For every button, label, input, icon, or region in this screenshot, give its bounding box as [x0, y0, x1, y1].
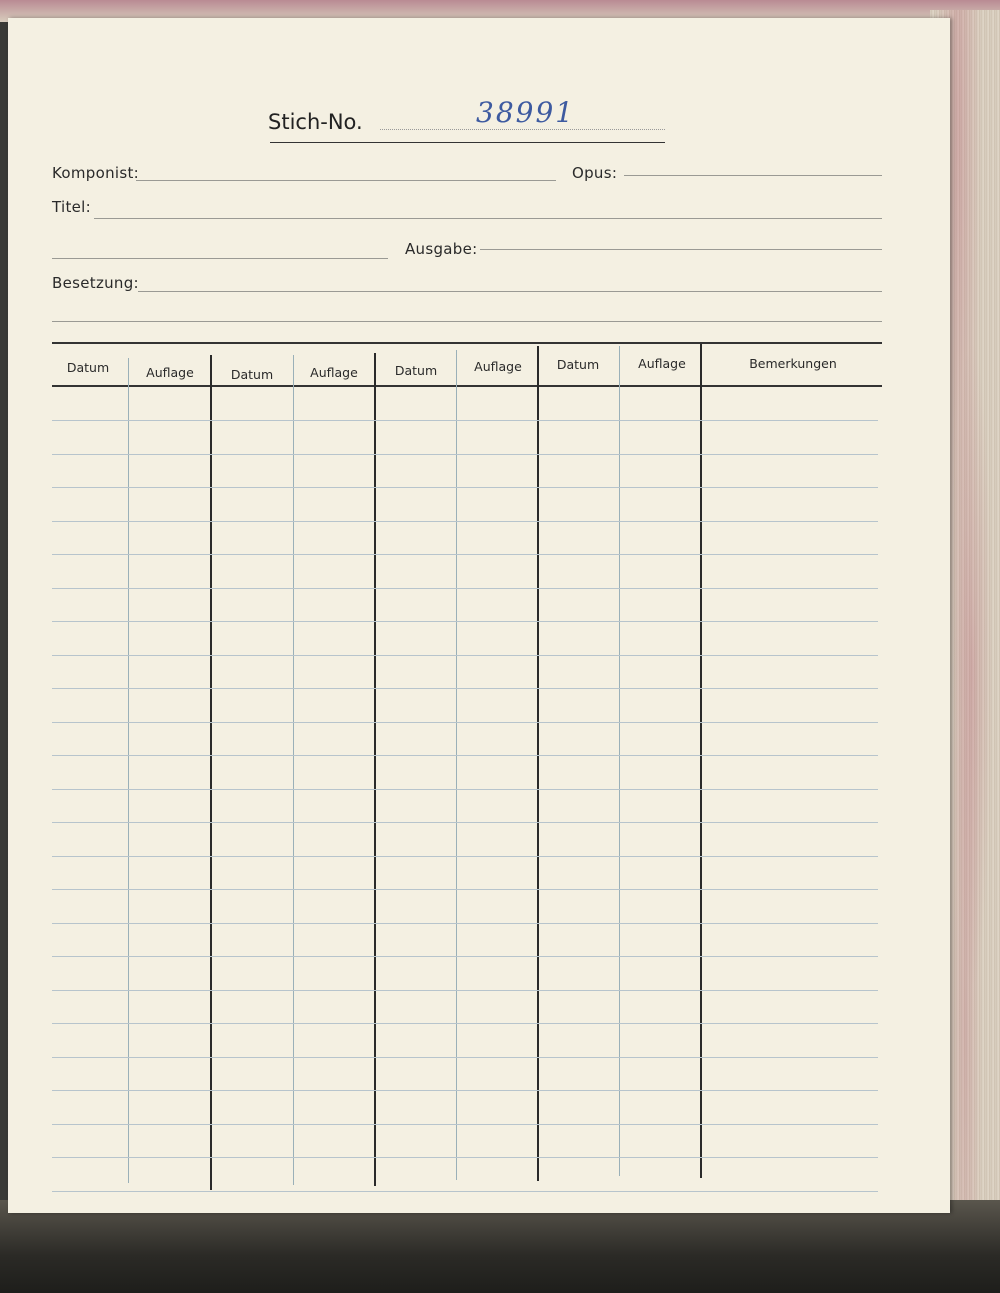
table-row[interactable]	[52, 588, 878, 589]
column-divider-heavy	[210, 355, 212, 1190]
column-divider	[619, 346, 620, 1176]
table-row[interactable]	[52, 889, 878, 890]
titel-label: Titel:	[52, 198, 91, 216]
column-divider	[293, 355, 294, 1185]
besetzung-label: Besetzung:	[52, 274, 139, 292]
header-auflage-4: Auflage	[638, 356, 686, 371]
column-divider	[456, 350, 457, 1180]
stich-number-line	[380, 129, 665, 130]
header-auflage-1: Auflage	[146, 365, 194, 380]
header-datum-2: Datum	[230, 367, 274, 382]
opus-field[interactable]	[624, 175, 882, 176]
table-row[interactable]	[52, 822, 878, 823]
column-divider-heavy	[374, 353, 376, 1186]
titel-field-2[interactable]	[52, 258, 388, 259]
table-row[interactable]	[52, 621, 878, 622]
column-divider	[128, 358, 129, 1183]
table-row[interactable]	[52, 655, 878, 656]
stich-label: Stich-No.	[268, 110, 363, 134]
table-row[interactable]	[52, 990, 878, 991]
ledger-page	[8, 18, 950, 1213]
table-row[interactable]	[52, 1023, 878, 1024]
header-auflage-3: Auflage	[474, 359, 522, 374]
table-row[interactable]	[52, 755, 878, 756]
titel-field[interactable]	[94, 218, 882, 219]
table-row[interactable]	[52, 789, 878, 790]
opus-label: Opus:	[572, 164, 618, 182]
header-datum-1: Datum	[66, 360, 110, 375]
book-bottom	[0, 1200, 1000, 1293]
header-datum-3: Datum	[394, 363, 438, 378]
table-row[interactable]	[52, 722, 878, 723]
table-row[interactable]	[52, 521, 878, 522]
table-row[interactable]	[52, 923, 878, 924]
table-row[interactable]	[52, 956, 878, 957]
table-row[interactable]	[52, 1157, 878, 1158]
ausgabe-field[interactable]	[480, 249, 882, 250]
table-row[interactable]	[52, 1090, 878, 1091]
stich-number[interactable]: 38991	[476, 96, 576, 129]
table-row[interactable]	[52, 688, 878, 689]
komponist-field[interactable]	[136, 180, 556, 181]
table-row[interactable]	[52, 856, 878, 857]
stich-underline	[270, 142, 665, 143]
table-row[interactable]	[52, 420, 878, 421]
table-row[interactable]	[52, 487, 878, 488]
column-divider-heavy	[700, 344, 702, 1178]
besetzung-field-2[interactable]	[52, 321, 882, 322]
table-row[interactable]	[52, 454, 878, 455]
table-row[interactable]	[52, 1124, 878, 1125]
header-bemerkungen: Bemerkungen	[749, 356, 837, 371]
table-row[interactable]	[52, 1057, 878, 1058]
table-row[interactable]	[52, 1191, 878, 1192]
header-datum-4: Datum	[556, 357, 600, 372]
table-top-rule	[52, 342, 882, 344]
table-header-rule	[52, 385, 882, 387]
komponist-label: Komponist:	[52, 164, 140, 182]
header-auflage-2: Auflage	[310, 365, 358, 380]
ausgabe-label: Ausgabe:	[405, 240, 478, 258]
besetzung-field[interactable]	[138, 291, 882, 292]
table-row[interactable]	[52, 554, 878, 555]
